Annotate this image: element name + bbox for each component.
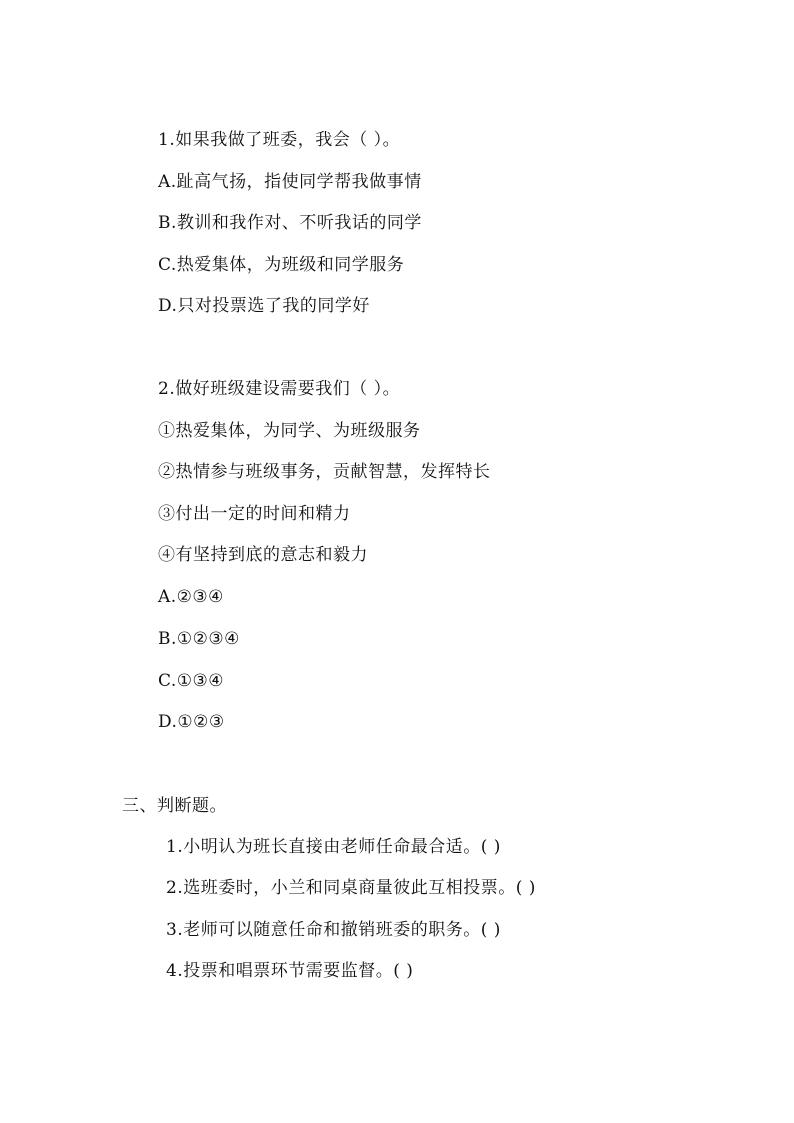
question-2-option-d: D.①②③ [158, 712, 225, 732]
question-2-statement-1: ①热爱集体，为同学、为班级服务 [158, 421, 421, 441]
question-1-stem: 1.如果我做了班委，我会（ ）。 [158, 130, 401, 150]
question-1-option-b: B.教训和我作对、不听我话的同学 [158, 213, 422, 233]
judge-item-3: 3.老师可以随意任命和撤销班委的职务。( ) [166, 920, 501, 940]
judge-item-2: 2.选班委时，小兰和同桌商量彼此互相投票。( ) [166, 878, 536, 898]
question-2-statement-2: ②热情参与班级事务，贡献智慧，发挥特长 [158, 462, 491, 482]
question-2-statement-4: ④有坚持到底的意志和毅力 [158, 545, 368, 565]
question-2-option-b: B.①②③④ [158, 629, 240, 649]
question-2-stem: 2.做好班级建设需要我们（ ）。 [158, 379, 401, 399]
question-1-option-c: C.热爱集体，为班级和同学服务 [158, 255, 405, 275]
question-2-option-c: C.①③④ [158, 671, 225, 691]
question-2-option-a: A.②③④ [158, 587, 224, 607]
judge-item-1: 1.小明认为班长直接由老师任命最合适。( ) [166, 837, 501, 857]
judge-item-4: 4.投票和唱票环节需要监督。( ) [166, 961, 414, 981]
section-3-heading: 三、判断题。 [122, 796, 227, 816]
question-1-option-d: D.只对投票选了我的同学好 [158, 296, 370, 316]
question-1-option-a: A.趾高气扬，指使同学帮我做事情 [158, 172, 422, 192]
question-2-statement-3: ③付出一定的时间和精力 [158, 504, 351, 524]
